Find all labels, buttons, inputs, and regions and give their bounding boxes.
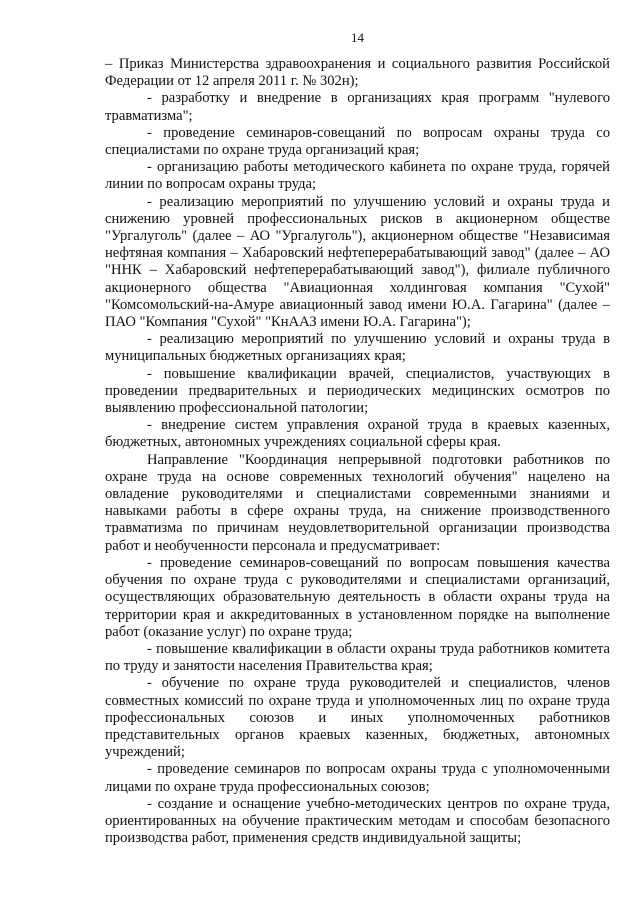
paragraph: – Приказ Министерства здравоохранения и социального развития Российской Федерации от 12 апреля 2011 г. № 302н); [105, 56, 610, 90]
paragraph: - проведение семинаров-совещаний по вопросам охраны труда со специалистами по охране труда организаций края; [105, 124, 610, 159]
paragraph: - внедрение систем управления охраной труда в краевых казенных, бюджетных, автономных учреждениях социальной сферы края. [105, 417, 610, 451]
paragraph: - организацию работы методического кабинета по охране труда, горячей линии по вопросам охраны труда; [105, 159, 610, 193]
paragraph: - разработку и внедрение в организациях края программ "нулевого травматизма"; [105, 90, 610, 124]
paragraph: - проведение семинаров-совещаний по вопросам повышения качества обучения по охране труда с руководителями и специалистами организаций, осуществляющих образовательную деятельность в области охраны труда на территории края и аккредитованных в установленном порядке на выполнение работ (оказание услуг) по охране труда; [105, 554, 610, 640]
paragraph: - повышение квалификации врачей, специалистов, участвующих в проведении предварительных и периодических медицинских осмотров по выявлению профессиональной патологии; [105, 365, 610, 417]
paragraph: - создание и оснащение учебно-методических центров по охране труда, ориентированных на обучение практическим методам и способам безопасного производства работ, применения средств индивидуальной защиты; [105, 795, 610, 847]
paragraph: - реализацию мероприятий по улучшению условий и охраны труда в муниципальных бюджетных организациях края; [105, 331, 610, 365]
paragraph: - реализацию мероприятий по улучшению условий и охраны труда и снижению уровней профессиональных рисков в акционерном обществе "Ургалуголь" (далее – АО "Ургалуголь"), акционерном обществе "Независимая нефтяная компания – Хабаровский нефтеперерабатывающий завод" (далее – АО "ННК – Хабаровский нефтеперерабатывающий завод"), филиале публичного акционерного общества "Авиационная холдинговая компания "Сухой" "Комсомольский-на-Амуре авиационный завод имени Ю.А. Гагарина" (далее – ПАО "Компания "Сухой" "КнААЗ имени Ю.А. Гагарина"); [105, 193, 610, 331]
paragraph: - повышение квалификации в области охраны труда работников комитета по труду и занятости населения Правительства края; [105, 640, 610, 675]
document-body [105, 56, 610, 847]
page-number: 14 [351, 30, 364, 45]
paragraph: Направление "Координация непрерывной подготовки работников по охране труда на основе современных технологий обучения" нацелено на овладение руководителями и специалистами современными знаниями и навыками работы в сфере охраны труда, на снижение производственного травматизма по причинам неудовлетворительной организации производства работ и необученности персонала и предусматривает: [105, 451, 610, 554]
paragraph: - проведение семинаров по вопросам охраны труда с уполномоченными лицами по охране труда профессиональных союзов; [105, 761, 610, 795]
paragraph: - обучение по охране труда руководителей и специалистов, членов совместных комиссий по охране труда и уполномоченных лиц по охране труда профессиональных союзов и иных уполномоченных работников представительных органов краевых казенных, бюджетных, автономных учреждений; [105, 675, 610, 761]
